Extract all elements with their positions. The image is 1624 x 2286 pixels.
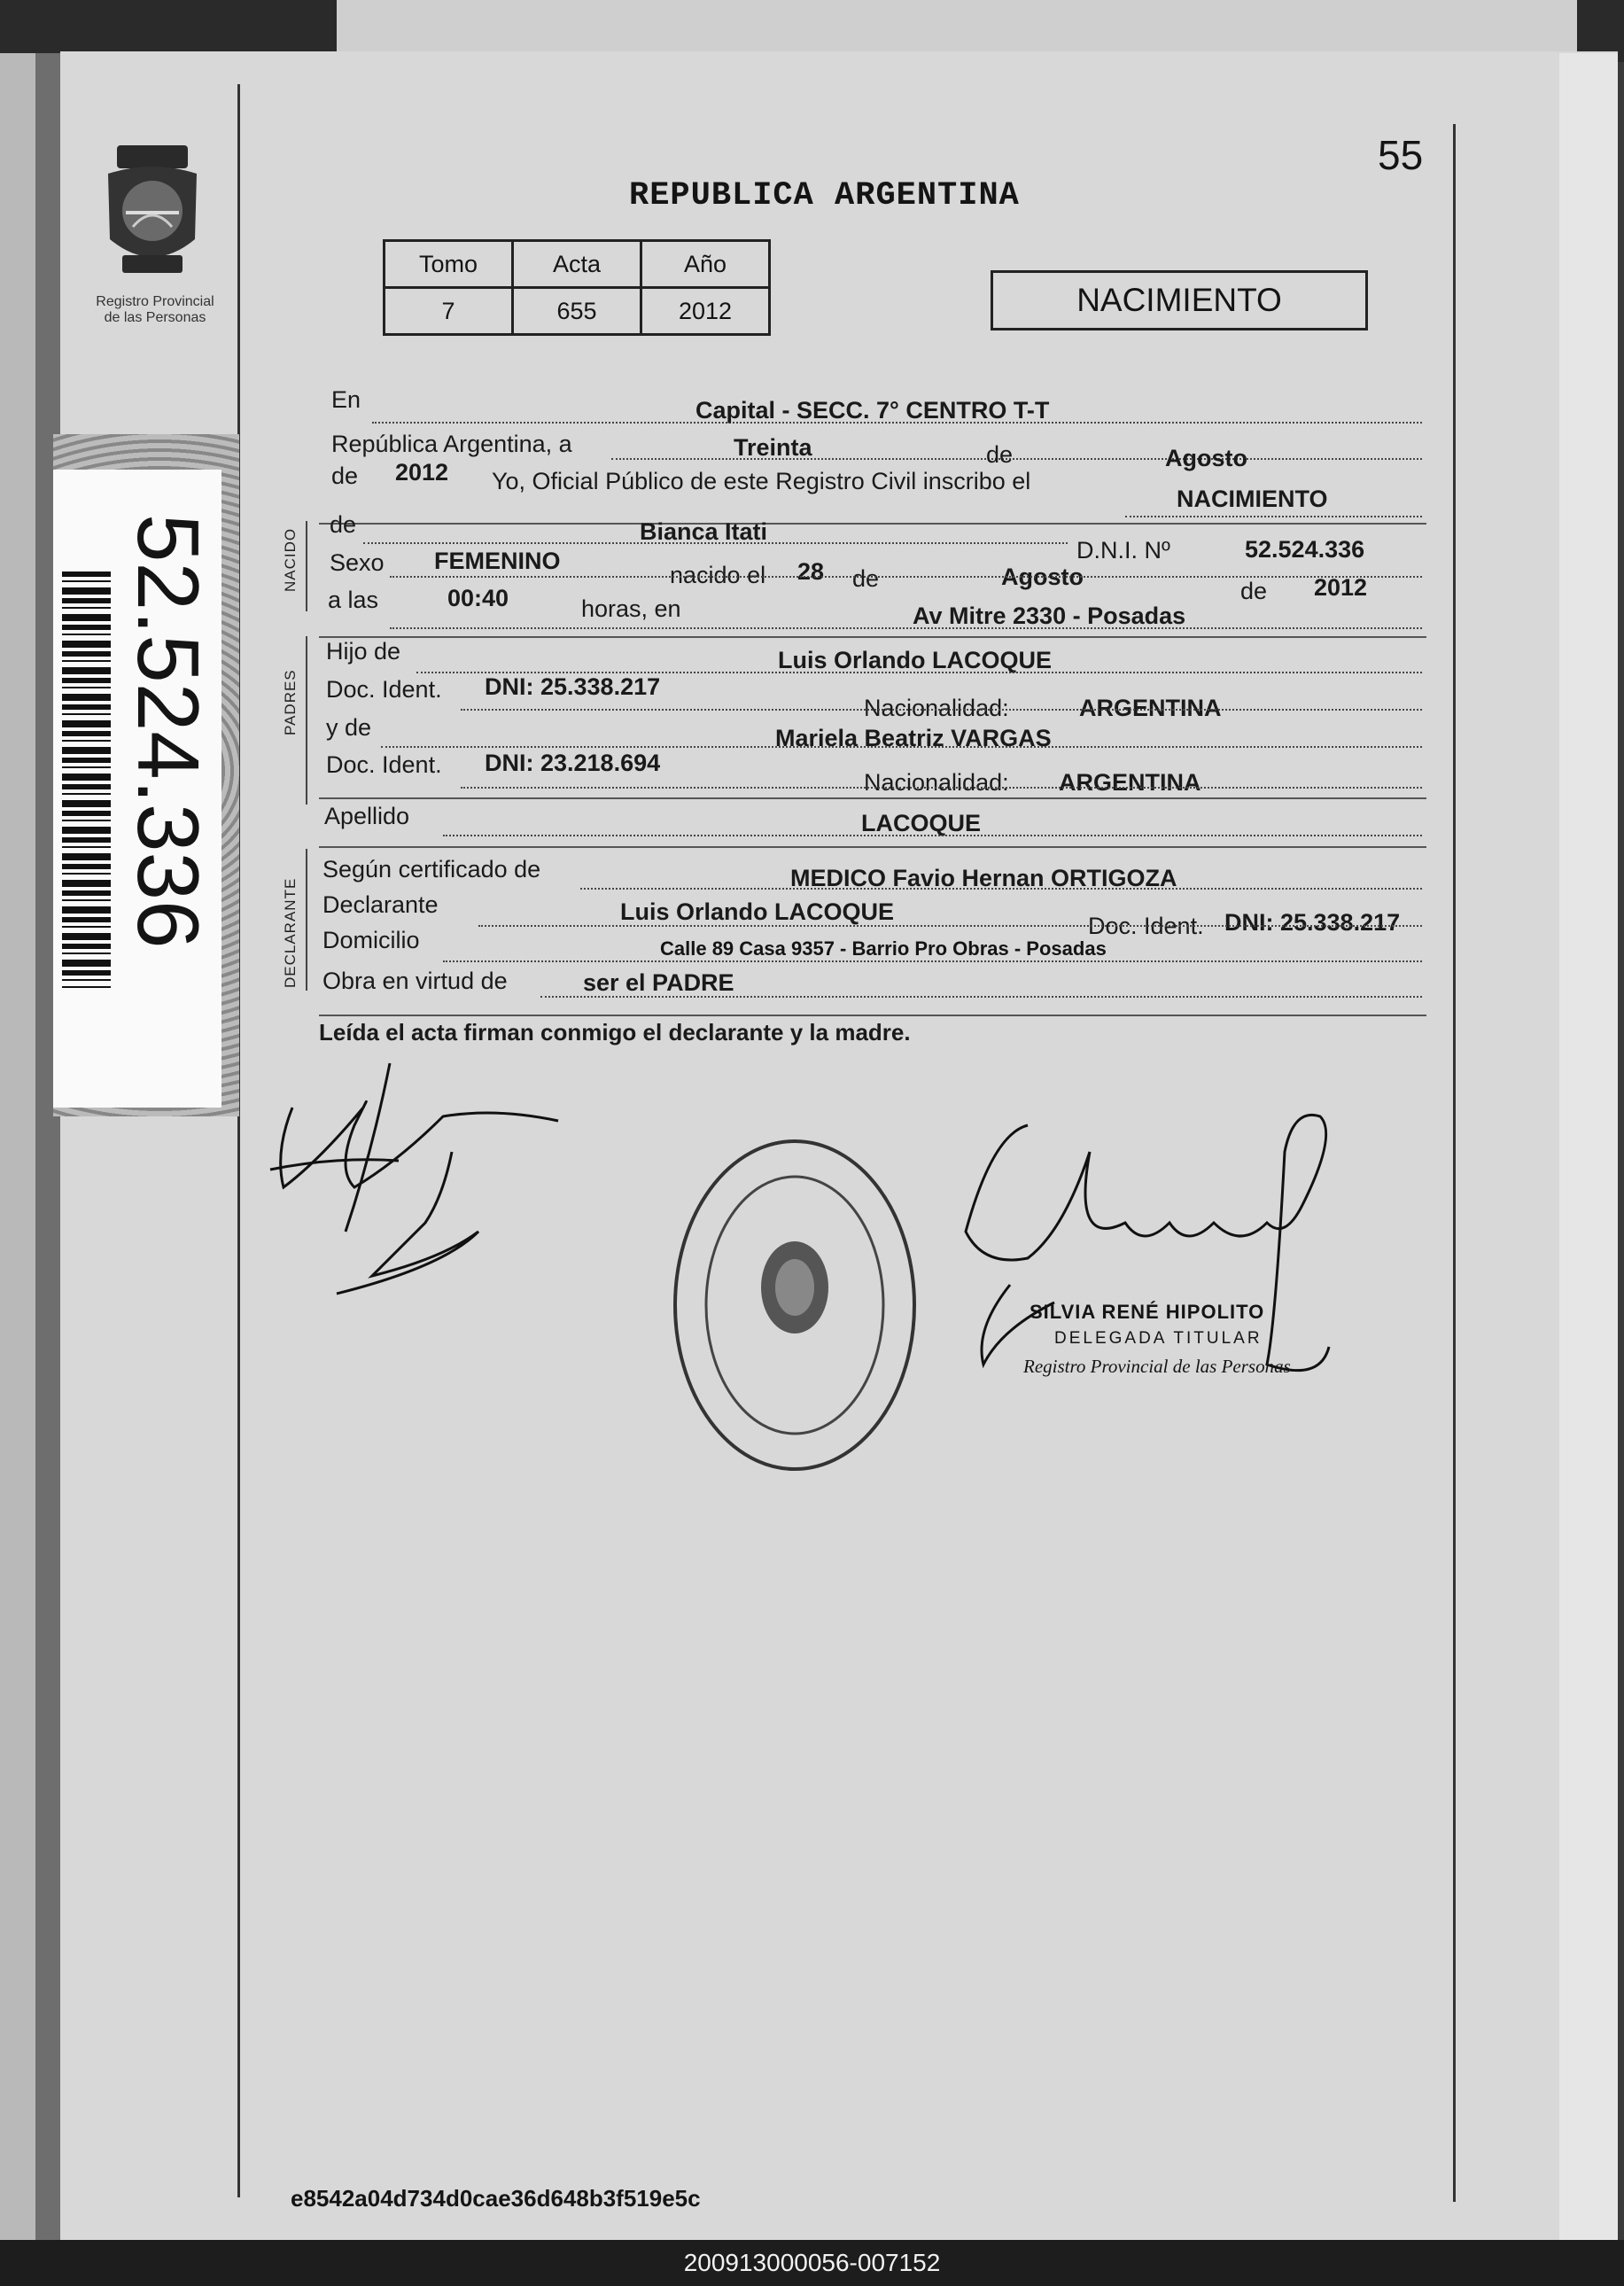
header-anio: Año	[641, 241, 770, 288]
label-de-mes-nac: de	[852, 565, 880, 592]
country-title: REPUBLICA ARGENTINA	[629, 177, 1020, 214]
value-dia-nac: 28	[797, 558, 825, 585]
header-acta: Acta	[513, 241, 641, 288]
scan-id-bar	[0, 2240, 1624, 2286]
value-acta: 655	[513, 288, 641, 335]
value-tomo: 7	[385, 288, 513, 335]
record-table-header-row	[385, 241, 770, 288]
declarante-bracket	[306, 849, 307, 991]
label-nacionalidad-madre: Nacionalidad:	[864, 769, 1009, 796]
label-doc-ident-madre: Doc. Ident.	[326, 751, 442, 778]
header-tomo: Tomo	[385, 241, 513, 288]
separator-4	[319, 846, 1426, 848]
document-hash: e8542a04d734d0cae36d648b3f519e5c	[291, 2185, 701, 2212]
value-hora: 00:40	[447, 585, 509, 611]
closing-statement: Leída el acta firman conmigo el declarante y la madre.	[319, 1019, 911, 1046]
page-edge	[1559, 53, 1618, 2242]
record-table-value-row	[385, 288, 770, 335]
section-label-nacido: NACIDO	[282, 527, 299, 592]
officer-title: DELEGADA TITULAR	[1054, 1329, 1263, 1348]
label-doc-ident-declarante: Doc. Ident.	[1088, 913, 1204, 939]
record-table	[383, 239, 771, 336]
officer-name: SILVIA RENÉ HIPOLITO	[1030, 1301, 1265, 1323]
value-lugar: Capital - SECC. 7° CENTRO T-T	[695, 397, 1050, 424]
dotted-line	[461, 787, 1422, 789]
value-dni: 52.524.336	[1245, 536, 1365, 563]
label-a-las: a las	[328, 587, 379, 613]
value-sexo: FEMENINO	[434, 548, 561, 574]
declarant-signature	[266, 1054, 567, 1311]
value-apellido: LACOQUE	[861, 810, 981, 836]
section-label-declarante: DECLARANTE	[282, 877, 299, 988]
label-y-de: y de	[326, 714, 372, 741]
barcode-number: 52.524.336	[120, 514, 217, 949]
dotted-line	[443, 835, 1422, 836]
province-seal-logo	[90, 142, 214, 288]
dotted-line	[540, 996, 1422, 998]
label-sexo: Sexo	[330, 549, 385, 576]
label-de-anio-nac: de	[1240, 578, 1268, 604]
label-declarante: Declarante	[322, 891, 439, 918]
barcode-sticker	[53, 470, 221, 1108]
label-segun: Según certificado de	[322, 856, 541, 883]
value-certificado: MEDICO Favio Hernan ORTIGOZA	[790, 865, 1177, 891]
scan-id: 200913000056-007152	[683, 2249, 941, 2276]
dotted-line	[390, 576, 1422, 578]
dotted-line	[461, 709, 1422, 711]
value-obra: ser el PADRE	[583, 969, 734, 996]
label-nacionalidad-padre: Nacionalidad:	[864, 695, 1009, 721]
nacido-bracket	[306, 521, 307, 611]
left-margin-line	[237, 84, 240, 2197]
value-nombre: Bianca Itati	[640, 518, 768, 545]
value-dia-texto: Treinta	[734, 434, 812, 461]
value-madre: Mariela Beatriz VARGAS	[775, 725, 1052, 751]
label-de-anio: de	[331, 463, 359, 489]
value-declarante: Luis Orlando LACOQUE	[620, 898, 895, 925]
separator-3	[319, 797, 1426, 799]
label-de-nombre: de	[330, 511, 357, 538]
value-mes-nac: Agosto	[1001, 564, 1084, 590]
value-padre-nac: ARGENTINA	[1079, 695, 1222, 721]
dotted-line	[478, 925, 1422, 927]
label-dni: D.N.I. Nº	[1076, 537, 1170, 564]
separator-2	[319, 636, 1426, 638]
value-tipo: NACIMIENTO	[1177, 486, 1328, 512]
label-obra: Obra en virtud de	[322, 968, 508, 994]
value-lugar-nac: Av Mitre 2330 - Posadas	[913, 603, 1186, 629]
registry-name-line2: de las Personas	[104, 310, 206, 325]
label-hijo-de: Hijo de	[326, 638, 401, 665]
value-anio: 2012	[395, 459, 449, 486]
label-doc-ident-padre: Doc. Ident.	[326, 676, 442, 703]
dotted-line	[390, 627, 1422, 629]
label-nacido-el: nacido el	[670, 562, 766, 588]
dotted-line	[580, 888, 1422, 890]
label-apellido: Apellido	[324, 803, 410, 829]
dotted-line	[443, 960, 1422, 962]
value-anio: 2012	[641, 288, 770, 335]
value-madre-nac: ARGENTINA	[1059, 769, 1201, 796]
value-domicilio: Calle 89 Casa 9357 - Barrio Pro Obras - Posadas	[660, 937, 1107, 960]
separator-5	[319, 1015, 1426, 1016]
value-madre-doc: DNI: 23.218.694	[485, 750, 661, 776]
facing-page-edge	[0, 53, 35, 2251]
value-mes: Agosto	[1165, 445, 1247, 471]
record-type-box	[991, 270, 1368, 330]
label-oficial: Yo, Oficial Público de este Registro Civil inscribo el	[492, 468, 1031, 494]
label-horas-en: horas, en	[581, 595, 681, 622]
section-label-padres: PADRES	[282, 669, 299, 735]
official-stamp	[669, 1132, 921, 1478]
dotted-line	[381, 746, 1422, 748]
value-declarante-doc: DNI: 25.338.217	[1224, 909, 1401, 936]
book-gutter	[35, 53, 62, 2251]
value-padre-doc: DNI: 25.338.217	[485, 673, 661, 700]
dotted-line	[1125, 516, 1422, 517]
value-padre: Luis Orlando LACOQUE	[778, 647, 1053, 673]
registry-name-line1: Registro Provincial	[96, 294, 214, 309]
label-republica: República Argentina, a	[331, 431, 572, 457]
registry-name	[75, 294, 235, 326]
label-de-mes: de	[986, 441, 1014, 468]
right-margin-line	[1453, 124, 1456, 2202]
book-top-paper	[337, 0, 1577, 53]
officer-office: Registro Provincial de las Personas	[1023, 1356, 1291, 1377]
padres-bracket	[306, 636, 307, 805]
page-number: 55	[1378, 132, 1424, 178]
label-en: En	[331, 386, 361, 413]
barcode-bars	[62, 572, 111, 988]
label-domicilio: Domicilio	[322, 927, 420, 953]
value-anio-nac: 2012	[1314, 574, 1368, 601]
separator-1	[319, 523, 1426, 525]
record-type: NACIMIENTO	[1076, 282, 1282, 318]
